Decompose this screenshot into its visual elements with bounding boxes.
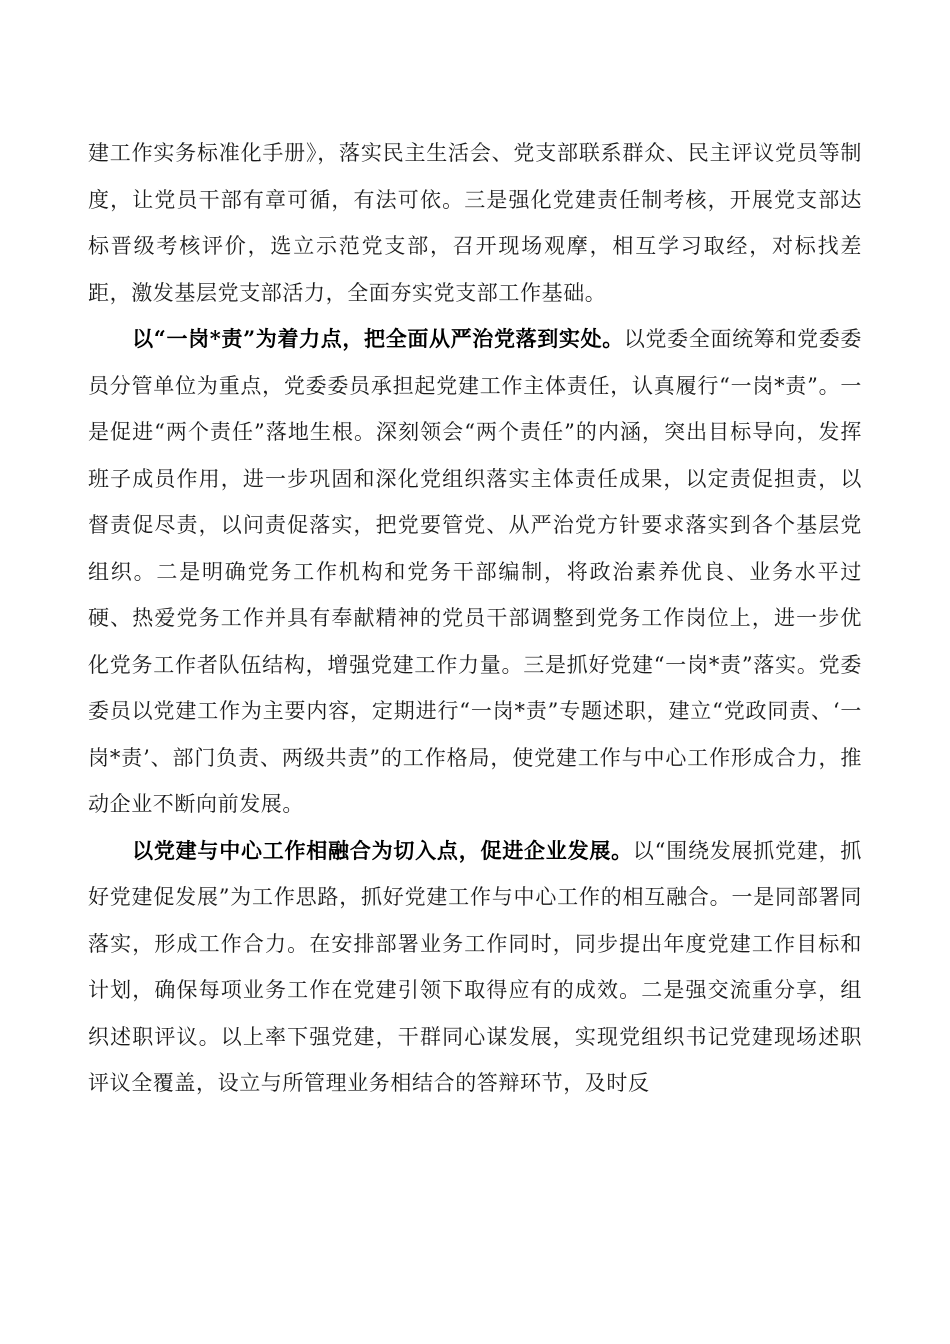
document-body [88,130,862,1107]
paragraph-2-text: 以党委全面统筹和党委委员分管单位为重点，党委委员承担起党建工作主体责任，认真履行“一岗*责”。一是促进“两个责任”落地生根。深刻领会“两个责任”的内涵，突出目标导向，发挥班子成员作用，进一步巩固和深化党组织落实主体责任成果，以定责促担责，以督责促尽责，以问责促落实，把党要管党、从严治党方针要求落实到各个基层党组织。二是明确党务工作机构和党务干部编制，将政治素养优良、业务水平过硬、热爱党务工作并具有奉献精神的党员干部调整到党务工作岗位上，进一步优化党务工作者队伍结构，增强党建工作力量。三是抓好党建“一岗*责”落实。党委委员以党建工作为主要内容，定期进行“一岗*责”专题述职，建立“党政同责、‘一岗*责’、部门负责、两级共责”的工作格局，使党建工作与中心工作形成合力，推动企业不断向前发展。 [88,327,862,816]
paragraph-1 [88,130,862,316]
paragraph-3 [88,828,862,1107]
paragraph-2 [88,316,862,828]
paragraph-1-text: 建工作实务标准化手册》，落实民主生活会、党支部联系群众、民主评议党员等制度，让党员干部有章可循，有法可依。三是强化党建责任制考核，开展党支部达标晋级考核评价，选立示范党支部，召开现场观摩，相互学习取经，对标找差距，激发基层党支部活力，全面夯实党支部工作基础。 [88,141,862,305]
paragraph-3-lead: 以党建与中心工作相融合为切入点，促进企业发展。 [132,837,633,863]
paragraph-2-lead: 以“一岗*责”为着力点，把全面从严治党落到实处。 [132,326,624,351]
paragraph-3-text: 以“围绕发展抓党建，抓好党建促发展”为工作思路，抓好党建工作与中心工作的相互融合。一是同部署同落实，形成工作合力。在安排部署业务工作同时，同步提出年度党建工作目标和计划，确保每项业务工作在党建引领下取得应有的成效。二是强交流重分享，组织述职评议。以上率下强党建，干群同心谋发展，实现党组织书记党建现场述职评议全覆盖，设立与所管理业务相结合的答辩环节，及时反 [88,838,862,1095]
